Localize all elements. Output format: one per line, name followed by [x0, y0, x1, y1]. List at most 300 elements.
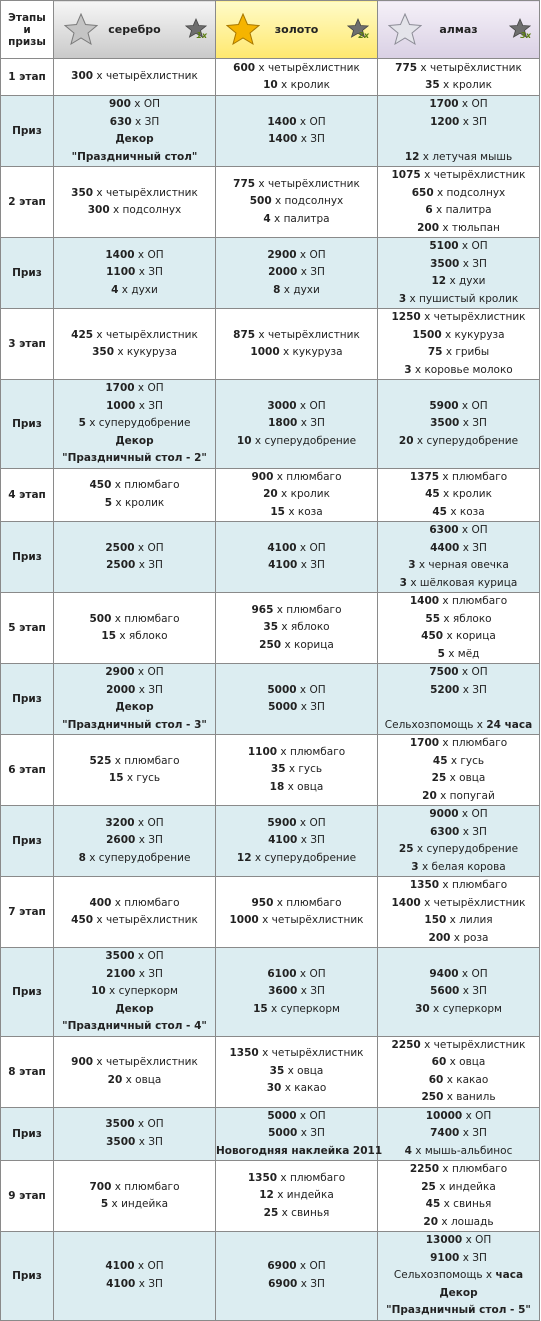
- stage-name: Приз: [1, 806, 54, 877]
- reward-cell: [216, 468, 378, 522]
- reward-line: [54, 264, 215, 282]
- reward-line: [54, 1276, 215, 1294]
- reward-amount: 30: [415, 1002, 430, 1015]
- reward-amount: 5100: [429, 240, 459, 252]
- stage-row: [1, 735, 540, 806]
- reward-item: х гусь: [450, 754, 485, 767]
- stage-row: [1, 167, 540, 238]
- reward-item: х овца: [449, 772, 486, 784]
- reward-line: [378, 1232, 539, 1250]
- reward-amount: 25: [398, 843, 414, 855]
- reward-line: [216, 540, 377, 558]
- reward-item: х ЗП: [300, 266, 325, 279]
- reward-item: х ЗП: [462, 417, 487, 429]
- reward-line: [216, 983, 377, 1001]
- reward-amount: 60: [428, 1073, 444, 1086]
- reward-amount: 1400: [105, 248, 135, 261]
- reward-cell: [216, 1036, 378, 1107]
- reward-item: х ЗП: [462, 541, 487, 554]
- reward-amount: 4100: [267, 541, 297, 554]
- reward-line: [216, 682, 377, 700]
- reward-item: х ЗП: [462, 115, 487, 128]
- corner-header: [1, 1, 54, 59]
- reward-item: х суперудобрение: [89, 417, 191, 429]
- reward-line: [54, 832, 215, 850]
- reward-amount: "Праздничный стол - 3": [62, 718, 207, 731]
- reward-item: х плюмбаго: [442, 595, 508, 607]
- reward-cell: [54, 1107, 216, 1161]
- reward-line: [216, 637, 377, 655]
- stage-name: 7 этап: [1, 877, 54, 948]
- reward-line: [54, 1054, 215, 1072]
- reward-amount: 875: [233, 328, 256, 341]
- reward-duration: часа: [495, 1269, 524, 1281]
- reward-cell: [378, 468, 540, 522]
- reward-item: х четырёхлистник: [420, 61, 522, 74]
- reward-item: х ЗП: [300, 985, 325, 997]
- reward-amount: 6900: [268, 1277, 298, 1290]
- reward-amount: Новогодняя наклейка 2011: [216, 1144, 383, 1157]
- reward-line: [54, 850, 215, 868]
- reward-amount: 2000: [106, 683, 136, 696]
- reward-amount: 10000: [425, 1109, 463, 1122]
- reward-item: х овца: [287, 1064, 324, 1077]
- reward-amount: "Праздничный стол - 2": [62, 452, 207, 464]
- reward-amount: 12: [404, 150, 420, 163]
- reward-item: х кролик: [281, 488, 330, 500]
- reward-cell: [54, 1036, 216, 1107]
- reward-item: х попугай: [440, 789, 495, 802]
- reward-item: х корица: [284, 638, 334, 651]
- reward-amount: 1500: [412, 328, 442, 341]
- reward-amount: 700: [89, 1180, 112, 1193]
- reward-amount: 30: [266, 1082, 282, 1095]
- reward-item: х кукуруза: [445, 328, 505, 341]
- reward-line: [378, 1001, 539, 1019]
- reward-line: [54, 327, 215, 345]
- reward-cell: [378, 96, 540, 167]
- reward-amount: 2500: [105, 541, 135, 554]
- reward-line: [54, 68, 215, 86]
- reward-item: х овца: [449, 1056, 486, 1068]
- reward-item: х суперудобрение: [416, 843, 519, 855]
- reward-line: [216, 619, 377, 637]
- reward-item: х гусь: [126, 772, 161, 784]
- reward-amount: 150: [424, 914, 447, 926]
- reward-amount: "Праздничный стол": [71, 150, 198, 163]
- reward-line: [54, 202, 215, 220]
- reward-amount: 350: [92, 346, 114, 358]
- reward-line: [216, 114, 377, 132]
- reward-amount: 3000: [267, 399, 297, 412]
- reward-line: [54, 717, 215, 735]
- reward-line: [216, 264, 377, 282]
- reward-line: [54, 282, 215, 300]
- reward-item: х коза: [450, 505, 485, 518]
- reward-line: [216, 176, 377, 194]
- reward-amount: 15: [108, 772, 124, 784]
- reward-item: х духи: [121, 283, 158, 296]
- reward-item: х ОП: [137, 1260, 164, 1273]
- reward-amount: 775: [233, 177, 256, 190]
- reward-line: [378, 256, 539, 274]
- reward-item: х ОП: [137, 666, 164, 678]
- reward-amount: 1100: [247, 745, 278, 758]
- reward-item: х ОП: [461, 808, 488, 820]
- diamond-column-header: [378, 1, 540, 59]
- reward-line: [378, 96, 539, 114]
- stage-row: [1, 1036, 540, 1107]
- reward-amount: 500: [249, 195, 272, 208]
- silver-label: серебро: [108, 23, 161, 36]
- reward-item: х овца: [125, 1073, 162, 1086]
- reward-cell: [54, 468, 216, 522]
- reward-item: х палитра: [274, 212, 330, 225]
- reward-line: [378, 628, 539, 646]
- reward-cell: [378, 1036, 540, 1107]
- reward-item: х плюмбаго: [442, 470, 508, 483]
- reward-amount: 12: [431, 275, 447, 287]
- reward-amount: 1250: [391, 311, 421, 323]
- reward-amount: 3: [411, 860, 419, 873]
- reward-line: [216, 131, 377, 149]
- reward-item: х ОП: [461, 524, 488, 536]
- reward-line: [378, 753, 539, 771]
- stage-name: 4 этап: [1, 468, 54, 522]
- reward-item: х плюмбаго: [114, 1180, 180, 1193]
- reward-item: х свинья: [281, 1206, 330, 1219]
- reward-line: [378, 593, 539, 611]
- reward-line: [216, 699, 377, 717]
- reward-line: [54, 185, 215, 203]
- reward-amount: 7400: [430, 1127, 460, 1139]
- reward-item: х черная овечка: [418, 559, 509, 571]
- reward-item: х ОП: [461, 399, 488, 412]
- reward-item: х ЗП: [138, 399, 163, 412]
- reward-item: х яблоко: [119, 630, 168, 642]
- reward-item: х корица: [446, 630, 496, 642]
- reward-amount: 350: [71, 186, 94, 199]
- reward-item: х четырёхлистник: [262, 914, 364, 926]
- reward-amount: 1350: [229, 1047, 259, 1060]
- reward-cell: [216, 735, 378, 806]
- reward-item: х ЗП: [300, 417, 325, 429]
- reward-line: [54, 1196, 215, 1214]
- reward-cell: [216, 664, 378, 735]
- reward-item: х четырёхлистник: [258, 328, 360, 341]
- reward-item: х ЗП: [462, 1127, 487, 1139]
- reward-amount: 5: [100, 1198, 109, 1210]
- reward-amount: 4100: [105, 1260, 135, 1273]
- reward-amount: 5000: [268, 701, 298, 713]
- reward-item: х четырёхлистник: [258, 177, 360, 190]
- reward-amount: 4: [404, 1144, 412, 1157]
- reward-amount: 25: [431, 772, 447, 784]
- reward-cell: [378, 948, 540, 1037]
- reward-line: [378, 1108, 539, 1126]
- reward-item: х какао: [446, 1073, 489, 1086]
- reward-line: [216, 744, 377, 762]
- reward-amount: 1075: [391, 169, 421, 181]
- reward-line: [216, 398, 377, 416]
- stage-name: Приз: [1, 380, 54, 469]
- reward-item: х яблоко: [443, 612, 492, 625]
- reward-item: х ОП: [299, 967, 326, 980]
- reward-line: [54, 1179, 215, 1197]
- reward-line: [216, 832, 377, 850]
- reward-line: [54, 682, 215, 700]
- reward-line: [54, 415, 215, 433]
- reward-item: х ЗП: [300, 701, 325, 713]
- reward-line: [378, 824, 539, 842]
- reward-cell: [378, 593, 540, 664]
- reward-item: х индейка: [277, 1189, 334, 1202]
- reward-amount: 630: [109, 115, 132, 128]
- reward-line: [378, 966, 539, 984]
- reward-cell: [216, 238, 378, 309]
- reward-amount: 1700: [105, 382, 135, 394]
- reward-item: х плюмбаго: [442, 737, 508, 749]
- reward-amount: 9100: [430, 1251, 460, 1264]
- reward-amount: 20: [423, 1215, 439, 1228]
- reward-cell: [54, 167, 216, 238]
- reward-item: х кролик: [281, 79, 330, 91]
- reward-amount: 45: [425, 1198, 441, 1210]
- reward-cell: [54, 96, 216, 167]
- reward-item: х ЗП: [300, 559, 325, 571]
- reward-amount: 5600: [430, 985, 460, 997]
- reward-item: х ОП: [465, 1109, 492, 1122]
- reward-line: [216, 211, 377, 229]
- reward-cell: [216, 1161, 378, 1232]
- reward-cell: [216, 309, 378, 380]
- reward-item: х кролик: [115, 496, 165, 509]
- reward-amount: 3: [399, 576, 407, 589]
- reward-item: х кролик: [443, 488, 492, 500]
- reward-item: х ЗП: [138, 1277, 163, 1290]
- reward-item: х летучая мышь: [422, 150, 513, 163]
- reward-amount: Декор: [115, 434, 154, 447]
- reward-cell: [216, 167, 378, 238]
- stage-row: [1, 468, 540, 522]
- reward-item: х четырёхлистник: [424, 311, 526, 323]
- reward-amount: 6900: [267, 1260, 297, 1273]
- reward-amount: 650: [411, 186, 434, 199]
- reward-item: х ЗП: [135, 115, 160, 128]
- stage-row: [1, 309, 540, 380]
- reward-cell: [54, 806, 216, 877]
- reward-line: [378, 398, 539, 416]
- reward-line: [216, 1187, 377, 1205]
- reward-line: [54, 96, 215, 114]
- reward-cell: [378, 664, 540, 735]
- reward-cell: [378, 735, 540, 806]
- reward-cell: [54, 664, 216, 735]
- reward-line: [54, 895, 215, 913]
- reward-item: х лилия: [449, 914, 493, 926]
- prize-row: [1, 96, 540, 167]
- reward-cell: [378, 522, 540, 593]
- reward-amount: 3500: [105, 1118, 135, 1131]
- reward-line: [216, 433, 377, 451]
- reward-item: х ОП: [137, 541, 164, 554]
- reward-amount: 200: [428, 931, 451, 944]
- reward-amount: 10: [91, 985, 106, 997]
- reward-amount: 5000: [267, 683, 297, 696]
- reward-item: х суперудобрение: [89, 851, 191, 864]
- reward-line: [378, 664, 539, 682]
- reward-item: х четырёхлистник: [96, 1056, 198, 1068]
- reward-line: [378, 1196, 539, 1214]
- reward-item: х ЗП: [138, 683, 163, 696]
- reward-cell: [54, 593, 216, 664]
- reward-amount: 20: [398, 434, 414, 447]
- reward-amount: 900: [71, 1056, 94, 1068]
- reward-item: х четырёхлистник: [258, 61, 360, 74]
- reward-line: [216, 1205, 377, 1223]
- reward-item: х грибы: [445, 346, 490, 358]
- reward-cell: [54, 238, 216, 309]
- reward-amount: 2250: [391, 1038, 421, 1051]
- reward-item: х белая корова: [421, 860, 506, 873]
- reward-amount: 4: [111, 283, 119, 296]
- reward-amount: 2900: [267, 248, 297, 261]
- reward-line: [378, 540, 539, 558]
- reward-amount: 45: [432, 754, 448, 767]
- reward-item: х плюмбаго: [114, 479, 180, 492]
- reward-line: [378, 238, 539, 256]
- reward-amount: 1200: [430, 115, 460, 128]
- reward-amount: 6: [425, 204, 433, 216]
- prize-row: [1, 380, 540, 469]
- reward-line: [54, 1258, 215, 1276]
- reward-item: х четырёхлистник: [96, 70, 198, 83]
- stage-row: [1, 1161, 540, 1232]
- reward-amount: 1400: [391, 896, 421, 909]
- reward-cell: [54, 735, 216, 806]
- reward-amount: 12: [236, 851, 252, 864]
- reward-amount: 55: [425, 612, 441, 625]
- reward-amount: 15: [101, 630, 117, 642]
- reward-item: х ОП: [461, 98, 488, 110]
- reward-line: [216, 1258, 377, 1276]
- reward-amount: 3500: [105, 950, 135, 962]
- stage-name: 9 этап: [1, 1161, 54, 1232]
- reward-amount: 1700: [409, 737, 440, 749]
- reward-item: х кролик: [443, 79, 492, 91]
- reward-item: х плюмбаго: [276, 470, 342, 483]
- reward-line: [216, 193, 377, 211]
- reward-item: х пушистый кролик: [409, 292, 519, 305]
- silver-multiplier: 1x: [196, 31, 207, 40]
- prize-row: [1, 948, 540, 1037]
- reward-item: х какао: [284, 1082, 327, 1095]
- reward-line: [54, 948, 215, 966]
- corner-line: Этапы: [8, 11, 46, 24]
- reward-item: х ОП: [299, 399, 326, 412]
- reward-item: х яблоко: [281, 621, 330, 634]
- reward-line: [378, 273, 539, 291]
- reward-amount: 13000: [425, 1234, 463, 1246]
- reward-amount: 15: [270, 505, 285, 518]
- reward-item: х четырёхлистник: [424, 1038, 526, 1051]
- reward-amount: 600: [233, 61, 256, 74]
- stage-name: 6 этап: [1, 735, 54, 806]
- reward-amount: 2000: [268, 266, 298, 279]
- reward-amount: 2900: [105, 666, 135, 678]
- reward-amount: 5900: [267, 816, 297, 829]
- reward-amount: 2500: [106, 559, 136, 571]
- reward-amount: 525: [89, 754, 112, 767]
- reward-item: х лошадь: [441, 1215, 494, 1228]
- reward-amount: 10: [263, 79, 278, 91]
- reward-line: [378, 114, 539, 132]
- reward-amount: 900: [109, 98, 131, 110]
- reward-amount: 300: [71, 70, 94, 83]
- prize-row: [1, 806, 540, 877]
- reward-line: [54, 966, 215, 984]
- reward-cell: [216, 948, 378, 1037]
- reward-line: [378, 469, 539, 487]
- reward-amount: 35: [425, 79, 440, 91]
- reward-amount: 4100: [268, 559, 298, 571]
- reward-line: [216, 504, 377, 522]
- reward-cell: [378, 238, 540, 309]
- reward-cell: [378, 1161, 540, 1232]
- reward-line: [54, 815, 215, 833]
- reward-item: х ЗП: [138, 559, 163, 571]
- reward-line: [378, 77, 539, 95]
- reward-item: х ЗП: [138, 834, 163, 847]
- reward-line: [378, 717, 539, 735]
- reward-item: х ОП: [137, 248, 164, 261]
- reward-amount: 250: [259, 638, 282, 651]
- silver-column-header: [54, 1, 216, 59]
- reward-amount: 1800: [268, 417, 298, 429]
- reward-item: х кукуруза: [117, 346, 177, 358]
- reward-amount: 10: [236, 434, 252, 447]
- stage-name: 8 этап: [1, 1036, 54, 1107]
- reward-item: х палитра: [436, 204, 492, 216]
- reward-item: х ЗП: [300, 834, 325, 847]
- reward-item: х ЗП: [462, 257, 487, 270]
- reward-line: [378, 557, 539, 575]
- reward-line: [378, 185, 539, 203]
- reward-line: [378, 682, 539, 700]
- stage-name: 2 этап: [1, 167, 54, 238]
- prize-row: [1, 664, 540, 735]
- reward-item: х овца: [287, 780, 324, 793]
- reward-item: х ЗП: [462, 1251, 487, 1264]
- reward-cell: [54, 522, 216, 593]
- reward-line: [378, 877, 539, 895]
- reward-item: х ОП: [461, 240, 488, 252]
- reward-line: [216, 469, 377, 487]
- reward-item: х подсолнух: [436, 186, 506, 199]
- reward-line: [378, 895, 539, 913]
- reward-amount: 2100: [106, 967, 136, 980]
- reward-item: х ОП: [299, 1109, 326, 1122]
- reward-amount: 4100: [106, 1277, 136, 1290]
- reward-line: [54, 699, 215, 717]
- reward-amount: 5: [104, 496, 113, 509]
- reward-amount: 450: [421, 630, 444, 642]
- reward-amount: 5200: [430, 683, 460, 696]
- reward-line: [54, 628, 215, 646]
- reward-line: [378, 149, 539, 167]
- reward-amount: 3500: [430, 417, 460, 429]
- reward-item: х ОП: [461, 666, 488, 678]
